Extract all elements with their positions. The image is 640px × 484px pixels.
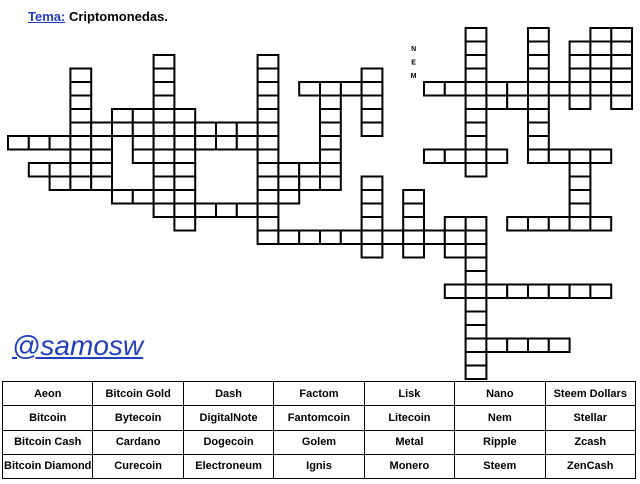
crossword-cell[interactable] — [466, 69, 487, 83]
word-bank-entry: Steem Dollars — [545, 382, 635, 406]
crossword-cell[interactable] — [466, 231, 487, 245]
crossword-cell[interactable] — [341, 82, 362, 96]
crossword-cell[interactable] — [341, 231, 362, 245]
crossword-cell[interactable] — [91, 150, 112, 164]
crossword-cell[interactable] — [611, 96, 632, 110]
crossword-cell[interactable] — [258, 96, 279, 110]
word-bank-entry: Lisk — [364, 382, 454, 406]
crossword-cell[interactable] — [362, 123, 383, 137]
crossword-cell[interactable] — [50, 136, 71, 150]
word-bank-entry: Bytecoin — [93, 406, 183, 430]
crossword-cell[interactable] — [382, 231, 403, 245]
crossword-cell[interactable] — [570, 55, 591, 69]
crossword-cell[interactable] — [570, 190, 591, 204]
crossword-cell[interactable] — [258, 55, 279, 69]
word-bank-entry: Steem — [455, 454, 545, 478]
author-handle: @samosw — [12, 330, 144, 361]
crossword-cell[interactable] — [528, 109, 549, 123]
word-bank-entry: Bitcoin Gold — [93, 382, 183, 406]
crossword-cell[interactable] — [466, 379, 487, 380]
crossword-cell[interactable] — [466, 339, 487, 353]
crossword-cell[interactable] — [70, 69, 91, 83]
crossword-cell[interactable] — [320, 136, 341, 150]
word-bank-entry: Bitcoin Diamond — [3, 454, 93, 478]
crossword-cell[interactable] — [362, 69, 383, 83]
crossword-cell[interactable] — [611, 55, 632, 69]
crossword-cell[interactable] — [91, 136, 112, 150]
crossword-cell[interactable] — [403, 244, 424, 258]
crossword-cell[interactable] — [70, 150, 91, 164]
crossword-cell[interactable] — [466, 42, 487, 56]
crossword-cell[interactable] — [174, 163, 195, 177]
crossword-cell[interactable] — [133, 136, 154, 150]
crossword-cell[interactable] — [570, 163, 591, 177]
crossword-cell[interactable] — [112, 123, 133, 137]
crossword-cell[interactable] — [50, 177, 71, 191]
crossword-cell[interactable] — [466, 28, 487, 42]
crossword-cell[interactable] — [154, 177, 175, 191]
crossword-cell[interactable] — [424, 150, 445, 164]
crossword-cell[interactable] — [466, 217, 487, 231]
crossword-cell[interactable] — [91, 177, 112, 191]
crossword-cell[interactable] — [195, 204, 216, 218]
crossword-cell[interactable] — [590, 42, 611, 56]
crossword-cell[interactable] — [320, 163, 341, 177]
crossword-cell[interactable] — [570, 96, 591, 110]
crossword-cell[interactable] — [258, 177, 279, 191]
word-bank-entry: ZenCash — [545, 454, 635, 478]
crossword-cell[interactable] — [611, 42, 632, 56]
crossword-cell[interactable] — [154, 150, 175, 164]
crossword-cell[interactable] — [154, 82, 175, 96]
crossword-cell[interactable] — [237, 136, 258, 150]
crossword-cell[interactable] — [299, 231, 320, 245]
crossword-cell[interactable] — [50, 163, 71, 177]
crossword-cell[interactable] — [611, 28, 632, 42]
crossword-cell[interactable] — [299, 163, 320, 177]
crossword-cell[interactable] — [590, 69, 611, 83]
crossword-cell[interactable] — [174, 204, 195, 218]
crossword-cell[interactable] — [216, 136, 237, 150]
crossword-cell[interactable] — [466, 312, 487, 326]
crossword-cell[interactable] — [528, 28, 549, 42]
crossword-cell[interactable] — [133, 109, 154, 123]
word-bank-entry: Ignis — [274, 454, 364, 478]
word-bank-entry: Electroneum — [183, 454, 273, 478]
crossword-cell[interactable] — [133, 123, 154, 137]
crossword-cell[interactable] — [258, 150, 279, 164]
word-bank-entry: Nano — [455, 382, 545, 406]
crossword-cell[interactable] — [466, 136, 487, 150]
crossword-cell[interactable] — [258, 136, 279, 150]
crossword-cell[interactable] — [258, 190, 279, 204]
word-bank-entry: Bitcoin — [3, 406, 93, 430]
crossword-cell[interactable] — [486, 150, 507, 164]
crossword-cell[interactable] — [549, 82, 570, 96]
crossword-cell[interactable] — [174, 136, 195, 150]
word-bank-row — [3, 406, 636, 430]
crossword-cell[interactable] — [195, 136, 216, 150]
crossword-cell[interactable] — [362, 217, 383, 231]
crossword-cell[interactable] — [466, 96, 487, 110]
crossword-cell[interactable] — [403, 204, 424, 218]
word-bank-entry: Cardano — [93, 430, 183, 454]
crossword-cell[interactable] — [258, 123, 279, 137]
crossword-cell[interactable] — [320, 123, 341, 137]
crossword-cell[interactable] — [611, 82, 632, 96]
crossword-cell[interactable] — [278, 177, 299, 191]
crossword-cell[interactable] — [590, 28, 611, 42]
crossword-cell[interactable] — [466, 271, 487, 285]
crossword-cell[interactable] — [91, 163, 112, 177]
word-bank-entry: Factom — [274, 382, 364, 406]
word-bank-entry: Curecoin — [93, 454, 183, 478]
crossword-cell[interactable] — [424, 231, 445, 245]
word-bank-entry: Metal — [364, 430, 454, 454]
crossword-cell[interactable] — [466, 123, 487, 137]
crossword-cell[interactable] — [507, 339, 528, 353]
crossword-cell[interactable] — [466, 285, 487, 299]
crossword-cell[interactable] — [403, 231, 424, 245]
crossword-cell[interactable] — [112, 109, 133, 123]
crossword-cell[interactable] — [154, 204, 175, 218]
crossword-cell[interactable] — [528, 123, 549, 137]
crossword-cell[interactable] — [154, 123, 175, 137]
word-bank-entry: Nem — [455, 406, 545, 430]
crossword-cell[interactable] — [362, 190, 383, 204]
crossword-cell[interactable] — [486, 339, 507, 353]
crossword-cell[interactable] — [320, 96, 341, 110]
crossword-cell[interactable] — [528, 96, 549, 110]
crossword-cell[interactable] — [133, 190, 154, 204]
crossword-cell[interactable] — [174, 150, 195, 164]
crossword-cell[interactable] — [278, 231, 299, 245]
word-bank-row — [3, 454, 636, 478]
crossword-cell[interactable] — [70, 163, 91, 177]
crossword-cell[interactable] — [154, 55, 175, 69]
word-bank-entry: Aeon — [3, 382, 93, 406]
crossword-cell[interactable] — [362, 96, 383, 110]
crossword-cell[interactable] — [528, 285, 549, 299]
crossword-cell[interactable] — [403, 217, 424, 231]
crossword-cell[interactable] — [174, 123, 195, 137]
word-bank-entry: DigitalNote — [183, 406, 273, 430]
crossword-cell[interactable] — [362, 82, 383, 96]
crossword-cell[interactable] — [549, 150, 570, 164]
crossword-cell[interactable] — [466, 150, 487, 164]
crossword-cell[interactable] — [174, 177, 195, 191]
crossword-cell[interactable] — [590, 285, 611, 299]
crossword-cell[interactable] — [445, 82, 466, 96]
crossword-cell[interactable] — [258, 69, 279, 83]
crossword-cell[interactable] — [195, 123, 216, 137]
crossword-cell[interactable] — [258, 163, 279, 177]
crossword-cell[interactable] — [362, 204, 383, 218]
crossword-cell[interactable] — [70, 82, 91, 96]
crossword-cell[interactable] — [466, 325, 487, 339]
crossword-cell[interactable] — [528, 42, 549, 56]
crossword-cell[interactable] — [362, 109, 383, 123]
crossword-cell[interactable] — [507, 82, 528, 96]
crossword-cell[interactable] — [570, 204, 591, 218]
crossword-cell[interactable] — [570, 82, 591, 96]
crossword-cell[interactable] — [570, 150, 591, 164]
crossword-cell[interactable] — [70, 96, 91, 110]
word-bank-entry: Dash — [183, 382, 273, 406]
given-letter: N — [411, 46, 417, 54]
crossword-cell[interactable] — [590, 82, 611, 96]
crossword-cell[interactable] — [549, 339, 570, 353]
crossword-cell[interactable] — [570, 177, 591, 191]
crossword-cell[interactable] — [154, 190, 175, 204]
crossword-cell[interactable] — [466, 163, 487, 177]
crossword-cell[interactable] — [70, 109, 91, 123]
crossword-cell[interactable] — [258, 204, 279, 218]
crossword-cell[interactable] — [507, 217, 528, 231]
crossword-cell[interactable] — [8, 136, 29, 150]
crossword-cell[interactable] — [154, 163, 175, 177]
crossword-cell[interactable] — [362, 177, 383, 191]
crossword-cell[interactable] — [528, 82, 549, 96]
word-bank-entry: Fantomcoin — [274, 406, 364, 430]
crossword-cell[interactable] — [174, 217, 195, 231]
crossword-cell[interactable] — [154, 96, 175, 110]
crossword-cell[interactable] — [403, 190, 424, 204]
crossword-cell[interactable] — [154, 69, 175, 83]
crossword-cell[interactable] — [466, 109, 487, 123]
crossword-cell[interactable] — [362, 231, 383, 245]
crossword-cell[interactable] — [486, 285, 507, 299]
crossword-cell[interactable] — [258, 109, 279, 123]
crossword-cell[interactable] — [590, 217, 611, 231]
crossword-cell[interactable] — [278, 190, 299, 204]
word-bank-entry: Dogecoin — [183, 430, 273, 454]
crossword-cell[interactable] — [29, 163, 50, 177]
crossword-cell[interactable] — [528, 217, 549, 231]
crossword-cell[interactable] — [528, 136, 549, 150]
crossword-cell[interactable] — [549, 285, 570, 299]
word-bank-entry: Litecoin — [364, 406, 454, 430]
crossword-cell[interactable] — [216, 204, 237, 218]
crossword-cell[interactable] — [258, 231, 279, 245]
word-bank-entry: Ripple — [455, 430, 545, 454]
crossword-cell[interactable] — [611, 69, 632, 83]
crossword-cell[interactable] — [570, 42, 591, 56]
crossword-cell[interactable] — [528, 339, 549, 353]
crossword-cell[interactable] — [154, 136, 175, 150]
theme-label: Tema: — [28, 9, 66, 24]
crossword-cell[interactable] — [486, 96, 507, 110]
crossword-cell[interactable] — [445, 285, 466, 299]
word-bank-entry: Stellar — [545, 406, 635, 430]
crossword-cell[interactable] — [70, 123, 91, 137]
given-letter: M — [410, 73, 417, 81]
crossword-cell[interactable] — [466, 298, 487, 312]
crossword-cell[interactable] — [91, 123, 112, 137]
crossword-cell[interactable] — [466, 55, 487, 69]
crossword-cell[interactable] — [320, 231, 341, 245]
word-bank-table — [2, 381, 636, 479]
crossword-cell[interactable] — [507, 285, 528, 299]
crossword-cell[interactable] — [70, 177, 91, 191]
crossword-cell[interactable] — [466, 82, 487, 96]
crossword-cell[interactable] — [299, 82, 320, 96]
crossword-cell[interactable] — [466, 244, 487, 258]
crossword-cell[interactable] — [174, 190, 195, 204]
crossword-cell[interactable] — [549, 217, 570, 231]
word-bank-entry: Golem — [274, 430, 364, 454]
crossword-cell[interactable] — [507, 96, 528, 110]
crossword-cell[interactable] — [278, 163, 299, 177]
crossword-cell[interactable] — [154, 109, 175, 123]
crossword-cell[interactable] — [424, 82, 445, 96]
word-bank-entry: Bitcoin Cash — [3, 430, 93, 454]
crossword-cell[interactable] — [466, 366, 487, 380]
crossword-cell[interactable] — [445, 231, 466, 245]
crossword-cell[interactable] — [29, 136, 50, 150]
crossword-cell[interactable] — [570, 69, 591, 83]
crossword-cell[interactable] — [466, 258, 487, 272]
crossword-cell[interactable] — [70, 136, 91, 150]
crossword-cell[interactable] — [237, 204, 258, 218]
crossword-cell[interactable] — [320, 109, 341, 123]
word-bank-entry: Zcash — [545, 430, 635, 454]
crossword-cell[interactable] — [445, 217, 466, 231]
crossword-cell[interactable] — [320, 82, 341, 96]
crossword-cell[interactable] — [486, 82, 507, 96]
theme-value: Criptomonedas. — [68, 9, 168, 24]
word-bank-row — [3, 382, 636, 406]
crossword-cell[interactable] — [320, 150, 341, 164]
crossword-cell[interactable] — [570, 217, 591, 231]
crossword-cell[interactable] — [258, 217, 279, 231]
crossword-cell[interactable] — [133, 150, 154, 164]
crossword-cell[interactable] — [174, 109, 195, 123]
crossword-cell[interactable] — [445, 150, 466, 164]
crossword-cell[interactable] — [216, 123, 237, 137]
crossword-cell[interactable] — [258, 82, 279, 96]
word-bank-row — [3, 430, 636, 454]
crossword-cell[interactable] — [445, 244, 466, 258]
crossword-cell[interactable] — [112, 190, 133, 204]
crossword-cell[interactable] — [362, 244, 383, 258]
crossword-cell[interactable] — [299, 177, 320, 191]
crossword-cell[interactable] — [590, 150, 611, 164]
crossword-cell[interactable] — [528, 69, 549, 83]
crossword-cell[interactable] — [590, 55, 611, 69]
given-letter: E — [411, 59, 416, 67]
word-bank-entry: Monero — [364, 454, 454, 478]
crossword-cell[interactable] — [466, 352, 487, 366]
crossword-cell[interactable] — [570, 285, 591, 299]
crossword-cell[interactable] — [528, 55, 549, 69]
crossword-cell[interactable] — [320, 177, 341, 191]
crossword-cell[interactable] — [237, 123, 258, 137]
crossword-cell[interactable] — [528, 150, 549, 164]
